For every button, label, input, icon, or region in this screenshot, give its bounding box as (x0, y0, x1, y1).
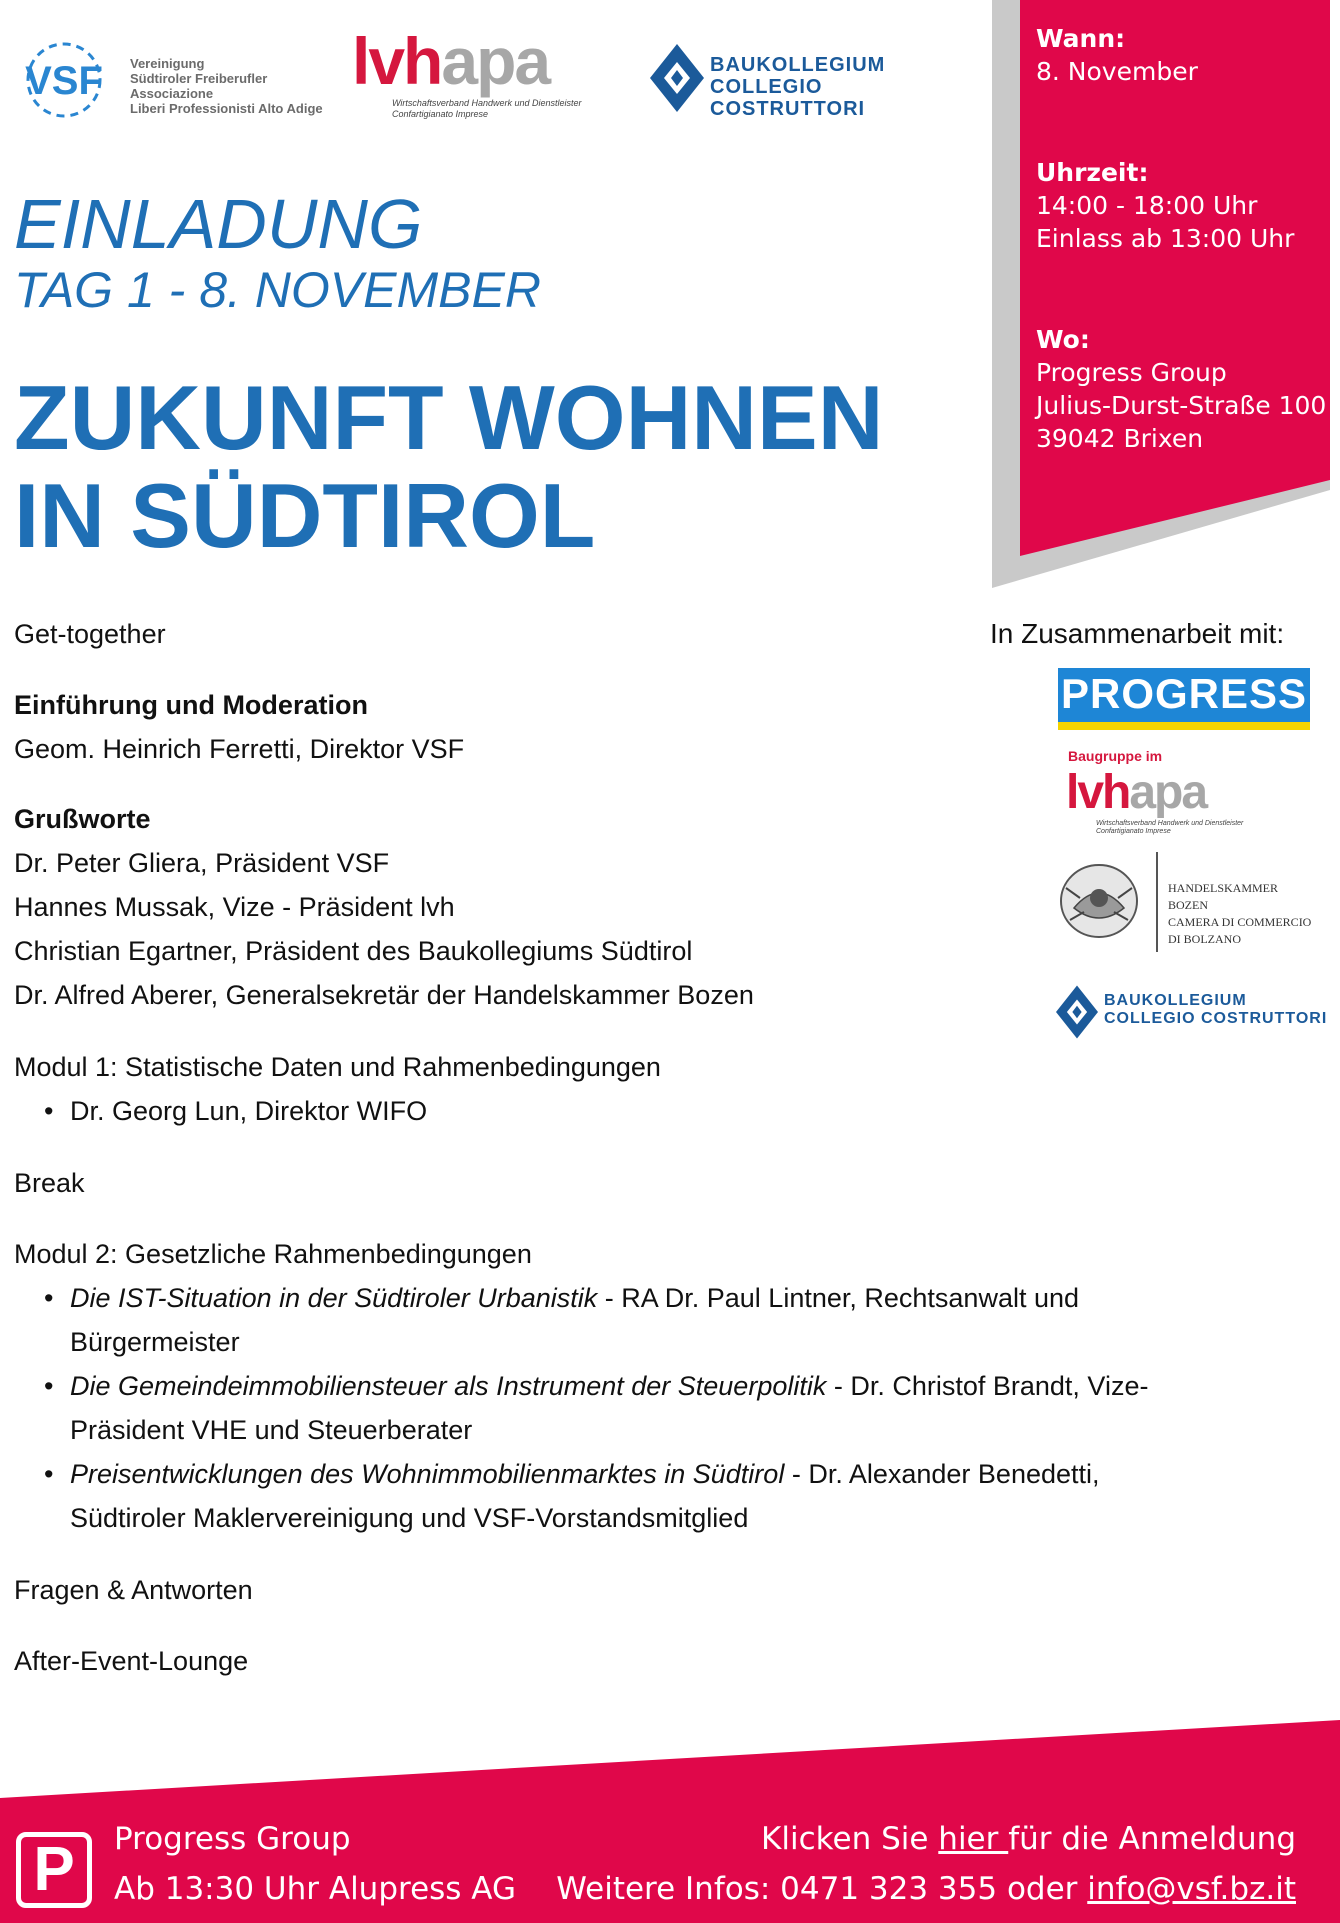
talk-title: Die IST-Situation in der Südtiroler Urbanistik (70, 1283, 598, 1313)
registration-suffix: für die Anmeldung (1008, 1821, 1296, 1857)
info-prefix: Weitere Infos: 0471 323 355 oder (556, 1871, 1088, 1907)
talk-title: Preisentwicklungen des Wohnimmobilienmarktes in Südtirol (70, 1459, 785, 1489)
progress-wordmark: PROGRESS (1060, 670, 1308, 717)
bau-line-2: COLLEGIO COSTRUTTORI (710, 76, 866, 120)
lvh-word: lvh (352, 24, 442, 98)
modul2-item (70, 1276, 1310, 1364)
partners-heading: In Zusammenarbeit mit: (990, 618, 1285, 649)
greetings-heading: Grußworte (14, 804, 151, 834)
admission-value: Einlass ab 13:00 Uhr (1036, 224, 1295, 253)
parking-location: Progress Group (114, 1821, 351, 1857)
bau-line-1: BAUKOLLEGIUM (1104, 992, 1247, 1009)
talk-speaker-cont: Südtiroler Maklervereinigung und VSF-Vorstandsmitglied (70, 1503, 749, 1533)
talk-speaker-cont: Bürgermeister (70, 1327, 240, 1357)
vsf-line-2: Südtiroler Freiberufler (130, 71, 268, 86)
talk-speaker: - Dr. Christof Brandt, Vize- (826, 1371, 1149, 1401)
info-line (556, 1864, 1296, 1914)
lvh-sub-1: Wirtschaftsverband Handwerk und Dienstleister (392, 98, 582, 108)
hk-line-2: BOZEN (1168, 898, 1208, 912)
page-title (14, 370, 883, 566)
vsf-line-4: Liberi Professionisti Alto Adige (130, 101, 323, 116)
modul1-heading: Modul 1: Statistische Daten und Rahmenbedingungen (14, 1052, 661, 1082)
hk-line-3: CAMERA DI COMMERCIO (1168, 915, 1312, 929)
registration-link[interactable]: hier (938, 1821, 1009, 1857)
bau-line-2: COLLEGIO COSTRUTTORI (1104, 1010, 1328, 1027)
baukollegium-logo (648, 40, 978, 120)
baugruppe-label: Baugruppe im (1068, 748, 1163, 764)
greeting-item: Christian Egartner, Präsident des Baukollegiums Südtirol (14, 936, 693, 966)
qa-heading: Fragen & Antworten (14, 1575, 253, 1605)
intro-heading: Einführung und Moderation (14, 690, 368, 720)
lvh-apa-logo (352, 24, 612, 128)
info-time (1036, 156, 1294, 255)
vsf-line-3: Associazione (130, 86, 214, 101)
get-together-heading: Get-together (14, 619, 166, 649)
day-heading: TAG 1 - 8. NOVEMBER (14, 262, 541, 318)
baukollegium-partner-logo (1054, 982, 1340, 1042)
where-line-3: 39042 Brixen (1036, 424, 1204, 453)
info-when (1036, 22, 1198, 88)
modul1-item: Dr. Georg Lun, Direktor WIFO (70, 1096, 428, 1126)
modul2-list (14, 1276, 1314, 1540)
bullet-icon: • (44, 1096, 54, 1126)
diamond-icon (648, 42, 706, 114)
hk-line-4: DI BOLZANO (1168, 932, 1241, 946)
talk-title: Die Gemeindeimmobiliensteuer als Instrument der Steuerpolitik (70, 1371, 827, 1401)
bullet-icon: • (44, 1459, 54, 1489)
handelskammer-logo (1056, 852, 1326, 956)
where-line-1: Progress Group (1036, 358, 1227, 387)
lvh-apa-partner-logo (1066, 768, 1266, 848)
parking-icon: P (16, 1832, 92, 1908)
when-value: 8. November (1036, 57, 1198, 86)
where-line-2: Julius-Durst-Straße 100 (1036, 391, 1327, 420)
divider (1156, 852, 1158, 952)
lvh-word: lvh (1066, 766, 1130, 819)
modul2-item (70, 1452, 1310, 1540)
talk-speaker: - RA Dr. Paul Lintner, Rechtsanwalt und (597, 1283, 1080, 1313)
info-where (1036, 323, 1326, 455)
where-label: Wo: (1036, 325, 1090, 354)
modul2-item (70, 1364, 1310, 1452)
time-value: 14:00 - 18:00 Uhr (1036, 191, 1258, 220)
parking-time: Ab 13:30 Uhr Alupress AG (114, 1871, 516, 1907)
talk-speaker: - Dr. Alexander Benedetti, (784, 1459, 1100, 1489)
lvh-sub-1: Wirtschaftsverband Handwerk und Dienstleister (1096, 820, 1244, 827)
apa-word: apa (441, 24, 550, 98)
vsf-mark-icon (14, 36, 114, 126)
lvh-sub-2: Confartigianato Imprese (1096, 828, 1171, 835)
apa-word: apa (1129, 766, 1207, 819)
bullet-icon: • (44, 1283, 54, 1313)
bullet-icon: • (44, 1371, 54, 1401)
talk-speaker-cont: Präsident VHE und Steuerberater (70, 1415, 473, 1445)
diamond-icon (1054, 984, 1100, 1040)
einladung-heading: EINLADUNG (14, 185, 423, 263)
footer-parking-info (114, 1814, 516, 1914)
greeting-item: Hannes Mussak, Vize - Präsident lvh (14, 892, 455, 922)
info-box-shape (990, 0, 1340, 590)
modul1-list (14, 1089, 1294, 1133)
progress-logo (1058, 668, 1310, 730)
footer-contact (556, 1814, 1296, 1914)
vsf-line-1: Vereinigung (130, 56, 205, 71)
greeting-item: Dr. Alfred Aberer, Generalsekretär der Handelskammer Bozen (14, 980, 754, 1010)
lvh-sub-2: Confartigianato Imprese (392, 109, 489, 119)
bau-line-1: BAUKOLLEGIUM (710, 54, 886, 76)
greeting-item: Dr. Peter Gliera, Präsident VSF (14, 848, 390, 878)
break-heading: Break (14, 1168, 85, 1198)
modul2-heading: Modul 2: Gesetzliche Rahmenbedingungen (14, 1239, 532, 1269)
title-line-2: IN SÜDTIROL (14, 466, 596, 567)
registration-line (556, 1814, 1296, 1864)
registration-prefix: Klicken Sie (761, 1821, 939, 1857)
lounge-heading: After-Event-Lounge (14, 1646, 249, 1676)
coat-of-arms-icon (1056, 858, 1142, 944)
hk-line-1: HANDELSKAMMER (1168, 881, 1279, 895)
title-line-1: ZUKUNFT WOHNEN (14, 368, 884, 469)
when-label: Wann: (1036, 24, 1126, 53)
svg-text:VSF: VSF (25, 59, 103, 103)
vsf-logo (14, 36, 344, 128)
email-link[interactable]: info@vsf.bz.it (1087, 1871, 1296, 1907)
intro-person: Geom. Heinrich Ferretti, Direktor VSF (14, 734, 465, 764)
time-label: Uhrzeit: (1036, 158, 1149, 187)
